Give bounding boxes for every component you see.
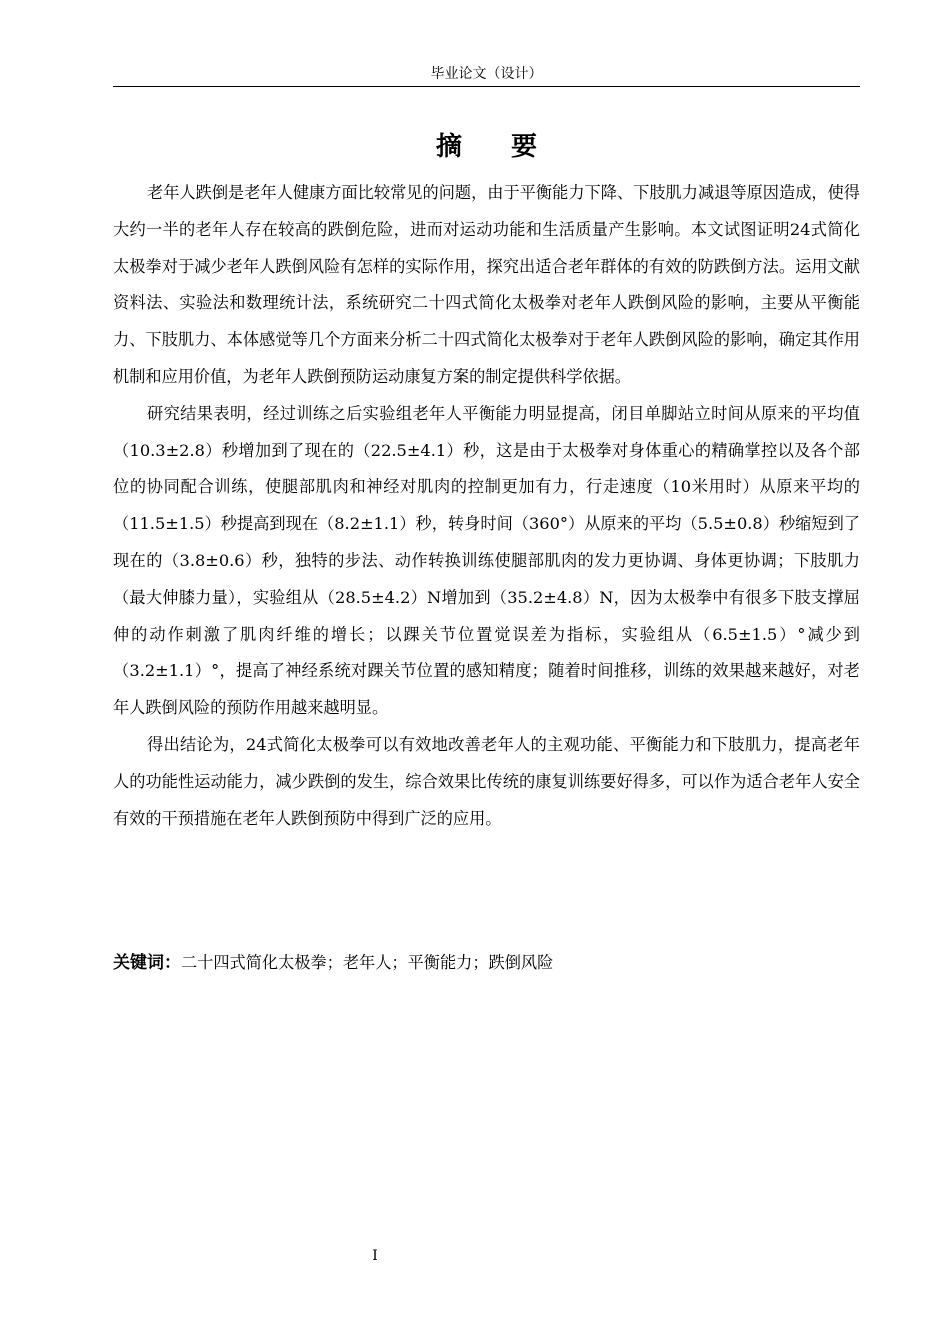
keywords-line (113, 948, 860, 978)
abstract-paragraph: 老年人跌倒是老年人健康方面比较常见的问题，由于平衡能力下降、下肢肌力减退等原因造成，使得大约一半的老年人存在较高的跌倒危险，进而对运动功能和生活质量产生影响。本文试图证明24式简化太极拳对于减少老年人跌倒风险有怎样的实际作用，探究出适合老年群体的有效的防跌倒方法。运用文献资料法、实验法和数理统计法，系统研究二十四式简化太极拳对老年人跌倒风险的影响，主要从平衡能力、下肢肌力、本体感觉等几个方面来分析二十四式简化太极拳对于老年人跌倒风险的影响，确定其作用机制和应用价值，为老年人跌倒预防运动康复方案的制定提供科学依据。 (113, 183, 860, 386)
abstract-paragraph: 研究结果表明，经过训练之后实验组老年人平衡能力明显提高，闭目单脚站立时间从原来的平均值（10.3±2.8）秒增加到了现在的（22.5±4.1）秒，这是由于太极拳对身体重心的精确掌控以及各个部位的协同配合训练，使腿部肌肉和神经对肌肉的控制更加有力，行走速度（10米用时）从原来平均的（11.5±1.5）秒提高到现在（8.2±1.1）秒，转身时间（360°）从原来的平均（5.5±0.8）秒缩短到了现在的（3.8±0.6）秒，独特的步法、动作转换训练使腿部肌肉的发力更协调、身体更协调；下肢肌力（最大伸膝力量），实验组从（28.5±4.2）N增加到（35.2±4.8）N，因为太极拳中有很多下肢支撑屈伸的动作刺激了肌肉纤维的增长；以踝关节位置觉误差为指标，实验组从（6.5±1.5）°减少到（3.2±1.1）°，提高了神经系统对踝关节位置的感知精度；随着时间推移，训练的效果越来越好，对老年人跌倒风险的预防作用越来越明显。 (113, 403, 860, 718)
page-number: I (372, 1248, 378, 1264)
abstract-title: 摘 要 (435, 132, 558, 162)
running-header: 毕业论文（设计） (430, 66, 543, 82)
keywords-label: 关键词： (113, 953, 181, 973)
keywords-text: 二十四式简化太极拳；老年人；平衡能力；跌倒风险 (181, 953, 554, 972)
abstract-paragraph: 得出结论为，24式简化太极拳可以有效地改善老年人的主观功能、平衡能力和下肢肌力，提高老年人的功能性运动能力，减少跌倒的发生，综合效果比传统的康复训练要好得多，可以作为适合老年人安全有效的干预措施在老年人跌倒预防中得到广泛的应用。 (113, 734, 860, 828)
header-rule (113, 86, 860, 87)
abstract-body (113, 175, 860, 837)
